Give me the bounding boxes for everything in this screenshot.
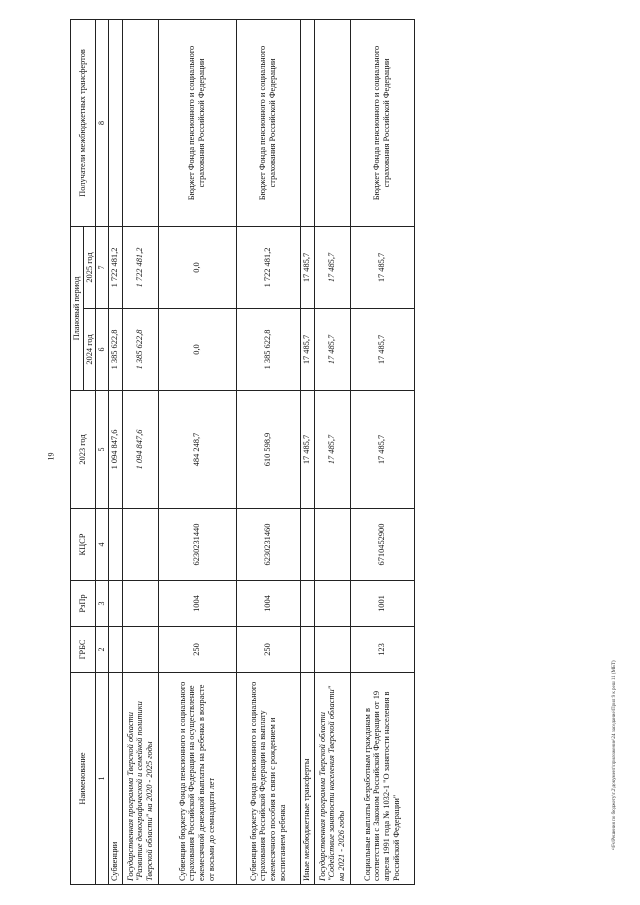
col-number: 6 — [96, 309, 108, 391]
row-2025: 17 485,7 — [350, 226, 414, 308]
row-rzpr — [300, 581, 314, 627]
row-grbs — [122, 627, 158, 673]
row-recipient: Бюджет Фонда пенсионного и социального страхования Российской Федерации — [350, 19, 414, 226]
row-grbs — [314, 627, 350, 673]
row-2025: 17 485,7 — [314, 226, 350, 308]
row-name: Социальные выплаты безработным гражданам в соответствии с Законом Российской Федерации от 19 апреля 1991 года № 1032-1 "О занятости населения в Российской Федерации" — [350, 673, 414, 885]
col-number: 1 — [96, 673, 108, 885]
row-2024: 0,0 — [158, 309, 236, 391]
row-2024: 1 385 622,8 — [236, 309, 300, 391]
row-name: Государственная программа Тверской области "Содействие занятости населения Тверской области" на 2021 - 2026 годы — [314, 673, 350, 885]
header-grbs: ГРБС — [71, 627, 96, 673]
header-kcsr: КЦСР — [71, 509, 96, 581]
row-recipient — [108, 19, 122, 226]
row-rzpr — [314, 581, 350, 627]
footer-path: •\Fs\Решения по бюджету\т.2\документ\приложение\24 заседание\Прил 9 к реш 11 (МБТ) — [612, 660, 617, 850]
header-2024: 2024 год — [83, 309, 96, 391]
row-2023: 17 485,7 — [314, 391, 350, 509]
row-rzpr — [108, 581, 122, 627]
row-name: Государственная программа Тверской области "Развитие демографической и семейной политики Тверской области" на 2020 - 2025 годы — [122, 673, 158, 885]
row-recipient — [122, 19, 158, 226]
row-name: Субвенции — [108, 673, 122, 885]
table-row — [108, 19, 122, 884]
transfers-table — [70, 19, 415, 885]
col-number: 2 — [96, 627, 108, 673]
row-name: Субвенции бюджету Фонда пенсионного и социального страхования Российской Федерации на выплату ежемесячного пособия в связи с рождением и воспитанием ребенка — [236, 673, 300, 885]
row-2025: 0,0 — [158, 226, 236, 308]
row-2024: 17 485,7 — [314, 309, 350, 391]
row-kcsr — [300, 509, 314, 581]
row-rzpr — [122, 581, 158, 627]
row-grbs — [108, 627, 122, 673]
header-recipients: Получатели межбюджетных трансфертов — [71, 19, 96, 226]
row-rzpr: 1004 — [236, 581, 300, 627]
row-2023: 17 485,7 — [300, 391, 314, 509]
row-kcsr: 6230231440 — [158, 509, 236, 581]
row-2025: 1 722 481,2 — [122, 226, 158, 308]
row-2024: 17 485,7 — [300, 309, 314, 391]
rotated-table-container — [70, 20, 570, 885]
table-row — [236, 19, 300, 884]
page-number: 19 — [46, 452, 56, 461]
row-grbs: 250 — [158, 627, 236, 673]
col-number: 8 — [96, 19, 108, 226]
row-2023: 484 248,7 — [158, 391, 236, 509]
row-2024: 1 385 622,8 — [108, 309, 122, 391]
row-kcsr: 6710452900 — [350, 509, 414, 581]
col-number: 7 — [96, 226, 108, 308]
row-2023: 610 598,9 — [236, 391, 300, 509]
col-number: 3 — [96, 581, 108, 627]
row-kcsr — [122, 509, 158, 581]
col-number: 5 — [96, 391, 108, 509]
table-row — [158, 19, 236, 884]
table-row — [314, 19, 350, 884]
col-number: 4 — [96, 509, 108, 581]
header-rzpr: РзПр — [71, 581, 96, 627]
row-grbs: 250 — [236, 627, 300, 673]
row-2024: 17 485,7 — [350, 309, 414, 391]
header-2023: 2023 год — [71, 391, 96, 509]
row-grbs: 123 — [350, 627, 414, 673]
table-row — [350, 19, 414, 884]
table-row — [122, 19, 158, 884]
row-2023: 1 094 847,6 — [108, 391, 122, 509]
row-kcsr — [314, 509, 350, 581]
row-2023: 1 094 847,6 — [122, 391, 158, 509]
row-2025: 1 722 481,2 — [236, 226, 300, 308]
row-2025: 17 485,7 — [300, 226, 314, 308]
row-2024: 1 385 622,8 — [122, 309, 158, 391]
row-grbs — [300, 627, 314, 673]
row-recipient: Бюджет Фонда пенсионного и социального страхования Российской Федерации — [236, 19, 300, 226]
row-name: Субвенции бюджету Фонда пенсионного и социального страхования Российской Федерации на осуществление ежемесячной денежной выплаты на ребенка в возрасте от восьми до семнадцати лет — [158, 673, 236, 885]
header-2025: 2025 год — [83, 226, 96, 308]
header-plan-period: Плановый период — [71, 226, 84, 390]
table-row — [300, 19, 314, 884]
row-recipient — [300, 19, 314, 226]
row-recipient — [314, 19, 350, 226]
row-rzpr: 1001 — [350, 581, 414, 627]
row-2025: 1 722 481,2 — [108, 226, 122, 308]
row-2023: 17 485,7 — [350, 391, 414, 509]
row-kcsr: 6230231460 — [236, 509, 300, 581]
header-name: Наименование — [71, 673, 96, 885]
row-kcsr — [108, 509, 122, 581]
row-recipient: Бюджет Фонда пенсионного и социального страхования Российской Федерации — [158, 19, 236, 226]
row-rzpr: 1004 — [158, 581, 236, 627]
row-name: Иные межбюджетные трансферты — [300, 673, 314, 885]
